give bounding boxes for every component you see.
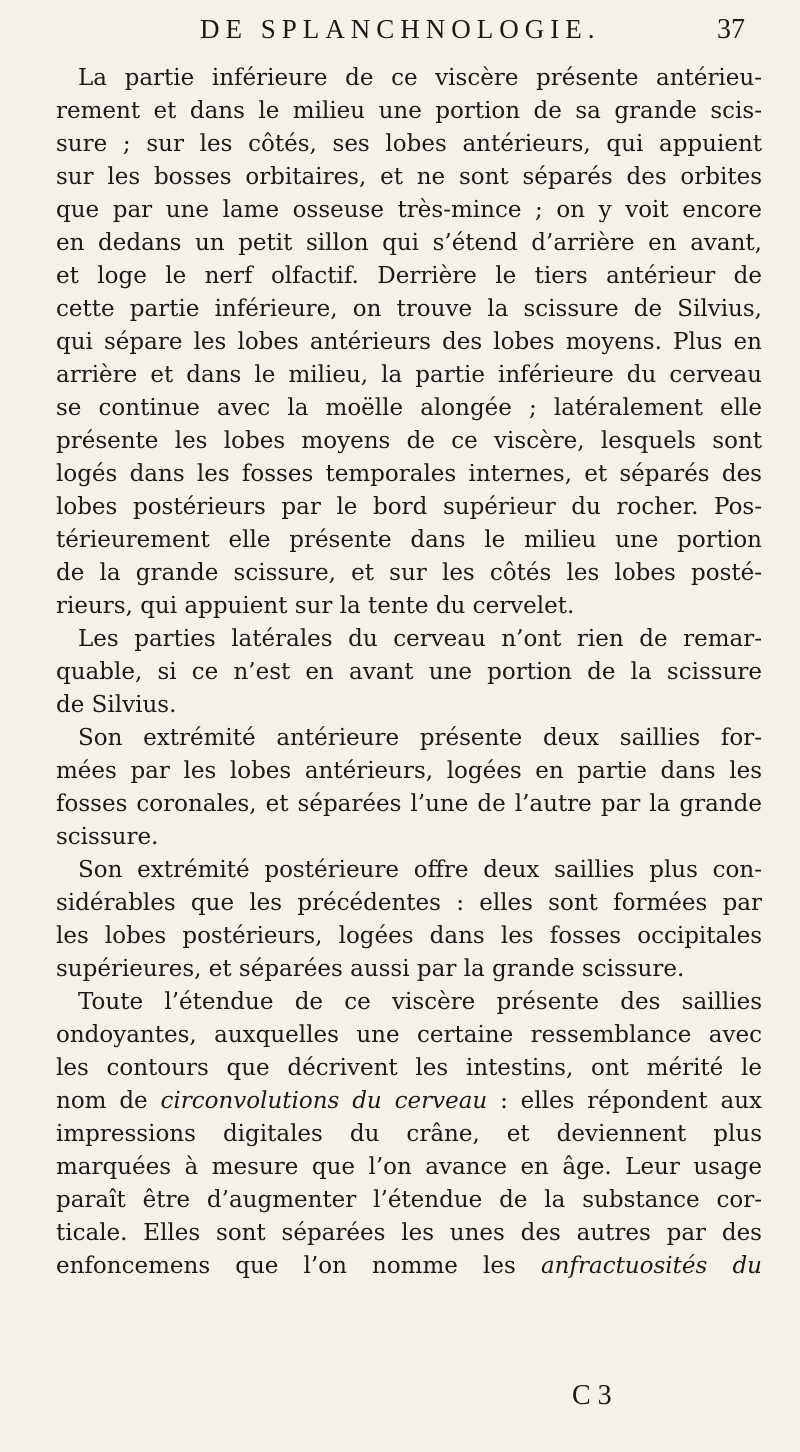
text-line: rement et dans le milieu une portion de sa grande scis-: [56, 98, 762, 124]
text-line: fosses coronales, et séparées l’une de l’autre par la grande: [56, 791, 762, 817]
text-line: les lobes postérieurs, logées dans les fosses occipitales: [56, 923, 762, 949]
text-line: se continue avec la moëlle alongée ; latéralement elle: [56, 395, 762, 421]
text-line: marquées à mesure que l’on avance en âge. Leur usage: [56, 1154, 762, 1180]
text-line: scissure.: [56, 824, 159, 850]
text-line: sur les bosses orbitaires, et ne sont séparés des orbites: [56, 164, 762, 190]
text-line: mées par les lobes antérieurs, logées en partie dans les: [56, 758, 762, 784]
text-line: et loge le nerf olfactif. Derrière le tiers antérieur de: [56, 263, 762, 289]
text-line: quable, si ce n’est en avant une portion de la scissure: [56, 659, 762, 685]
text-line: nom de circonvolutions du cerveau : elles répondent aux: [56, 1088, 762, 1114]
text-line: de Silvius.: [56, 692, 177, 718]
running-title: DE SPLANCHNOLOGIE.: [200, 14, 601, 44]
text-line: de la grande scissure, et sur les côtés les lobes posté-: [56, 560, 762, 586]
text-line: les contours que décrivent les intestins, ont mérité le: [56, 1055, 762, 1081]
text-line: sure ; sur les côtés, ses lobes antérieurs, qui appuient: [56, 131, 762, 157]
text-line: sidérables que les précédentes : elles sont formées par: [56, 890, 762, 916]
text-line: logés dans les fosses temporales internes, et séparés des: [56, 461, 762, 487]
text-line: Les parties latérales du cerveau n’ont rien de remar-: [78, 626, 762, 652]
text-line: en dedans un petit sillon qui s’étend d’arrière en avant,: [56, 230, 762, 256]
text-line: lobes postérieurs par le bord supérieur du rocher. Pos-: [56, 494, 762, 520]
text-line: paraît être d’augmenter l’étendue de la substance cor-: [56, 1187, 762, 1213]
page-number: 37: [717, 14, 745, 45]
text-line: présente les lobes moyens de ce viscère, lesquels sont: [56, 428, 762, 454]
text-line: Son extrémité antérieure présente deux saillies for-: [78, 725, 762, 751]
text-line: qui sépare les lobes antérieurs des lobes moyens. Plus en: [56, 329, 762, 355]
italic-term: anfractuosités du: [540, 1253, 762, 1279]
text-line: La partie inférieure de ce viscère présente antérieu-: [78, 65, 762, 91]
text-line: térieurement elle présente dans le milieu une portion: [56, 527, 762, 553]
page-header: [200, 12, 745, 56]
text-line: ondoyantes, auxquelles une certaine ressemblance avec: [56, 1022, 762, 1048]
text-line: Son extrémité postérieure offre deux saillies plus con-: [78, 857, 762, 883]
text-line: arrière et dans le milieu, la partie inférieure du cerveau: [56, 362, 762, 388]
text-line: impressions digitales du crâne, et deviennent plus: [56, 1121, 762, 1147]
text-line: enfoncemens que l’on nomme les anfractuosités du: [56, 1253, 762, 1279]
text-line: que par une lame osseuse très-mince ; on y voit encore: [56, 197, 762, 223]
text-line: supérieures, et séparées aussi par la grande scissure.: [56, 956, 685, 982]
body-text: [56, 62, 762, 1283]
signature-mark: C 3: [572, 1380, 612, 1411]
italic-term: circonvolutions du cerveau: [160, 1088, 488, 1114]
text-line: rieurs, qui appuient sur la tente du cervelet.: [56, 593, 575, 619]
text-line: ticale. Elles sont séparées les unes des autres par des: [56, 1220, 762, 1246]
text-line: Toute l’étendue de ce viscère présente des saillies: [78, 989, 762, 1015]
text-line: cette partie inférieure, on trouve la scissure de Silvius,: [56, 296, 762, 322]
